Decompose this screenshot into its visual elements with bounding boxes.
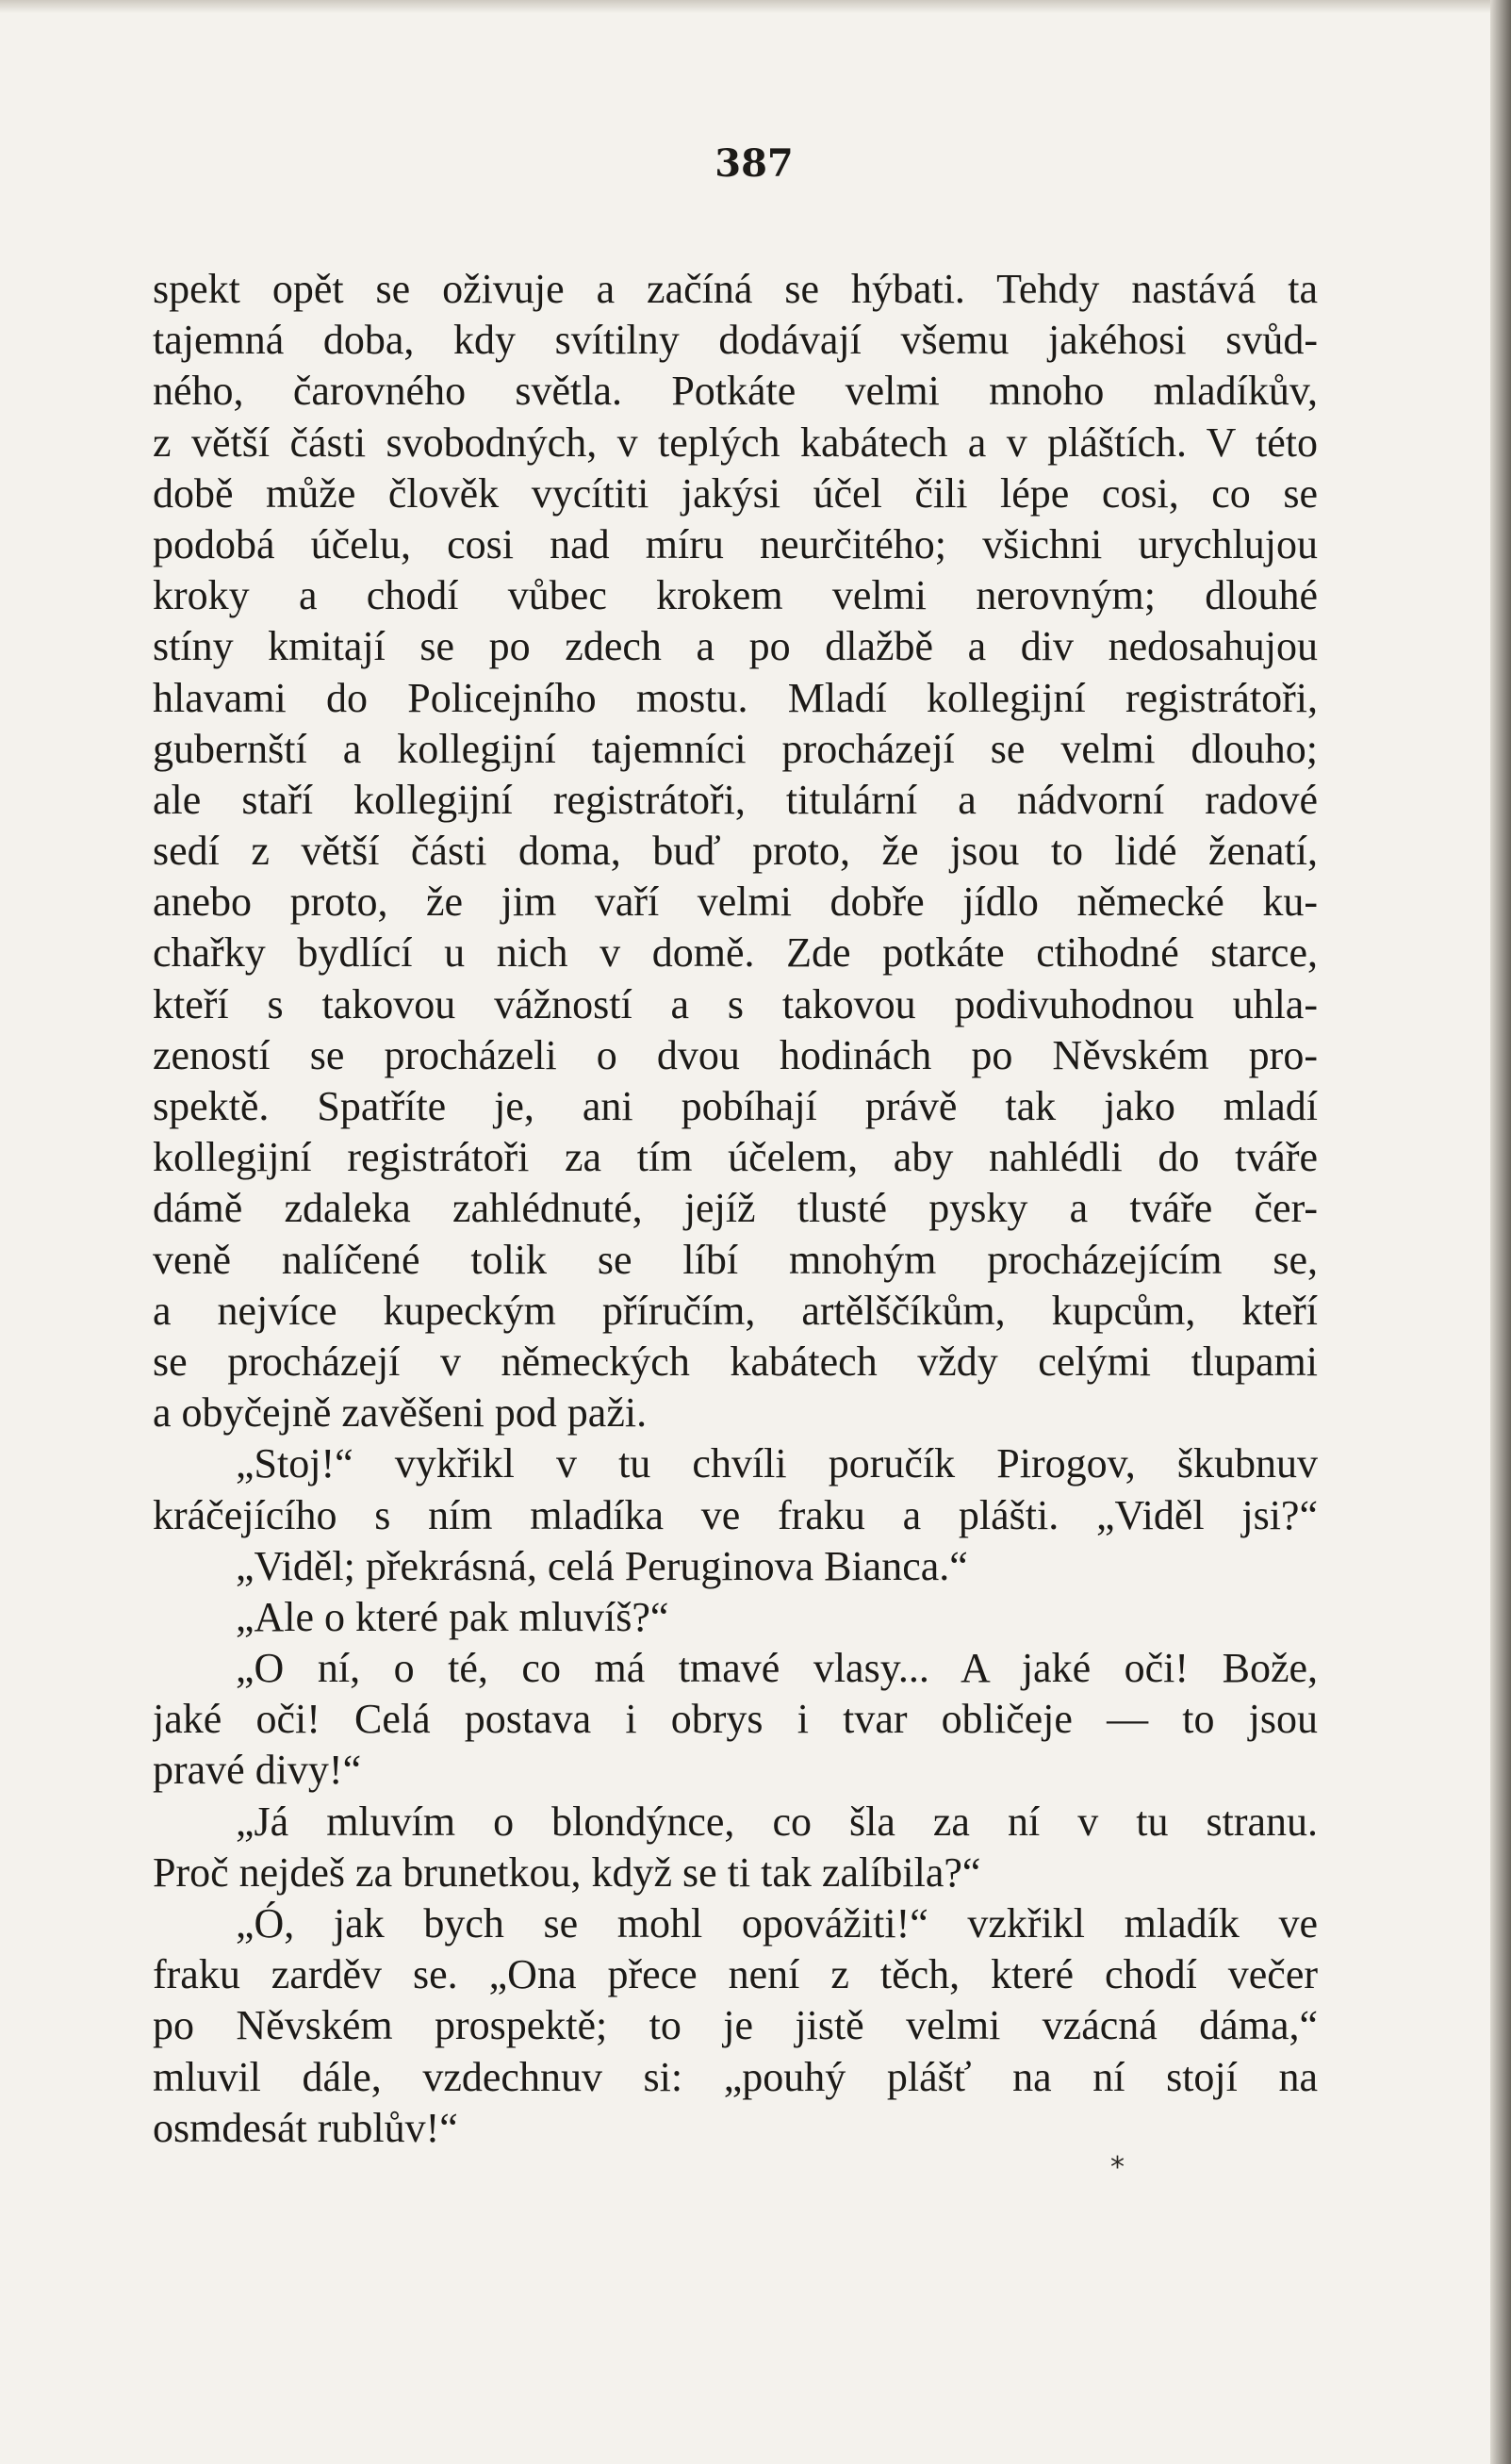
text-line: jaké oči! Celá postava i obrys i tvar obličeje — to jsou [153, 1696, 1318, 1743]
text-line: sedí z větší části doma, buď proto, že jsou to lidé ženatí, [153, 828, 1318, 875]
text-line: spektě. Spatříte je, ani pobíhají právě tak jako mladí [153, 1083, 1318, 1129]
text-line: „Viděl; překrásná, celá Peruginova Bianca.“ [236, 1542, 968, 1589]
text-line: fraku zarděv se. „Ona přece není z těch, které chodí večer [153, 1951, 1318, 1998]
text-line: dámě zdaleka zahlédnuté, jejíž tlusté pysky a tváře čer- [153, 1185, 1318, 1232]
text-line: mluvil dále, vzdechnuv si: „pouhý plášť na ní stojí na [153, 2053, 1318, 2100]
ornament-asterisk: * [1110, 2151, 1125, 2184]
body-text [153, 264, 1318, 2154]
text-line: ale staří kollegijní registrátoři, titulární a nádvorní radové [153, 776, 1318, 823]
page-binding-shadow [1490, 0, 1511, 2464]
text-line: Proč nejdeš za brunetkou, když se ti tak zalíbila?“ [153, 1848, 981, 1896]
text-line: a nejvíce kupeckým příručím, artělščíkům, kupcům, kteří [153, 1287, 1318, 1334]
text-line: „Ó, jak bych se mohl opovážiti!“ vzkřikl mladík ve [236, 1900, 1318, 1947]
text-line: zeností se procházeli o dvou hodinách po Něvském pro- [153, 1031, 1318, 1078]
text-line: gubernští a kollegijní tajemníci procházejí se velmi dlouho; [153, 725, 1318, 772]
text-line: se procházejí v německých kabátech vždy celými tlupami [153, 1338, 1318, 1385]
text-line: ného, čarovného světla. Potkáte velmi mnoho mladíkův, [153, 368, 1318, 415]
text-line: stíny kmitají se po zdech a po dlažbě a div nedosahujou [153, 623, 1318, 670]
text-line: veně nalíčené tolik se líbí mnohým procházejícím se, [153, 1236, 1318, 1283]
text-line: „Já mluvím o blondýnce, co šla za ní v tu stranu. [236, 1798, 1318, 1845]
text-line: hlavami do Policejního mostu. Mladí kollegijní registrátoři, [153, 674, 1318, 721]
text-line: kollegijní registrátoři za tím účelem, aby nahlédli do tváře [153, 1134, 1318, 1181]
text-line: kráčejícího s ním mladíka ve fraku a plášti. „Viděl jsi?“ [153, 1491, 1318, 1538]
text-line: „Stoj!“ vykřikl v tu chvíli poručík Pirogov, škubnuv [236, 1440, 1318, 1487]
text-line: chařky bydlící u nich v domě. Zde potkáte ctihodné starce, [153, 929, 1318, 977]
text-line: tajemná doba, kdy svítilny dodávají všemu jakéhosi svůd- [153, 317, 1318, 364]
text-line: kroky a chodí vůbec krokem velmi nerovným; dlouhé [153, 572, 1318, 619]
page-number: 387 [714, 141, 794, 186]
page-top-shadow [0, 0, 1511, 13]
text-line: spekt opět se oživuje a začíná se hýbati. Tehdy nastává ta [153, 266, 1318, 312]
text-line: po Něvském prospektě; to je jistě velmi vzácná dáma,“ [153, 2002, 1318, 2049]
text-line: anebo proto, že jim vaří velmi dobře jídlo německé ku- [153, 879, 1318, 926]
text-line: „Ale o které pak mluvíš?“ [236, 1593, 669, 1640]
text-line: osmdesát rublův!“ [153, 2104, 458, 2151]
text-line: z větší části svobodných, v teplých kabátech a v pláštích. V této [153, 419, 1318, 466]
text-line: kteří s takovou vážností a s takovou podivuhodnou uhla- [153, 980, 1318, 1027]
text-line: době může člověk vycítiti jakýsi účel čili lépe cosi, co se [153, 469, 1318, 517]
text-line: a obyčejně zavěšeni pod paži. [153, 1389, 648, 1437]
text-line: pravé divy!“ [153, 1747, 362, 1794]
text-line: „O ní, o té, co má tmavé vlasy... A jaké oči! Bože, [236, 1645, 1318, 1692]
text-line: podobá účelu, cosi nad míru neurčitého; všichni urychlujou [153, 520, 1318, 567]
